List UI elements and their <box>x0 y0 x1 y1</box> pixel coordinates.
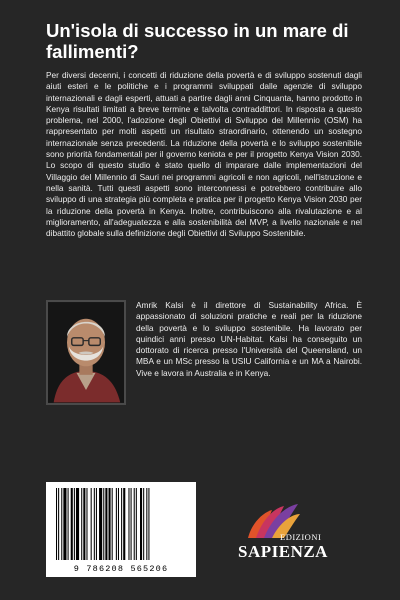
barcode-bar <box>81 488 82 560</box>
publisher-name-small: EDIZIONI <box>280 532 322 542</box>
barcode-bars <box>54 488 188 560</box>
author-portrait-icon <box>48 302 124 403</box>
publisher-logo <box>236 500 332 570</box>
barcode-bar <box>140 488 142 560</box>
barcode-bar <box>68 488 69 560</box>
barcode-bar <box>56 488 57 560</box>
barcode-bar <box>94 488 95 560</box>
barcode-bar <box>86 488 87 560</box>
barcode-bar <box>131 488 132 560</box>
barcode-bar <box>96 488 97 560</box>
barcode-bar <box>83 488 85 560</box>
barcode-bar <box>116 488 117 560</box>
barcode-bar <box>91 488 92 560</box>
barcode-bar <box>146 488 147 560</box>
barcode-bar <box>136 488 137 560</box>
barcode-bar <box>109 488 111 560</box>
barcode-bar <box>105 488 107 560</box>
isbn-barcode <box>46 482 196 577</box>
publisher-name-big: SAPIENZA <box>238 542 328 561</box>
barcode-bar <box>99 488 102 560</box>
barcode-bar <box>128 488 129 560</box>
book-title: Un'isola di successo in un mare di fallimenti? <box>46 20 349 62</box>
barcode-bar <box>76 488 79 560</box>
author-bio: Amrik Kalsi è il direttore di Sustainability Africa. È appassionato di soluzioni pratiche e reali per la riduzione della povertà e lo sviluppo sostenibile. Ha lavorato per quindici anni presso UN-Habitat. Kalsi ha conseguito un dottorato di ricerca presso l'Università del Queensland, un MBA e un MSc presso la USIU California e un MA a Nairobi. Vive e lavora in Australia e in Kenya. <box>136 300 362 378</box>
barcode-bar <box>121 488 122 560</box>
isbn-digits: 9 786208 565206 <box>73 564 169 574</box>
barcode-bar <box>71 488 73 560</box>
barcode-bar <box>143 488 144 560</box>
barcode-bar <box>58 488 59 560</box>
barcode-bar <box>63 488 66 560</box>
barcode-bar <box>123 488 125 560</box>
barcode-bar <box>74 488 75 560</box>
barcode-bar <box>148 488 149 560</box>
barcode-bar <box>118 488 119 560</box>
book-description: Per diversi decenni, i concetti di riduzione della povertà e di sviluppo sostenuti dagli aiuti esteri e le politiche e i programmi sviluppati dalle agenzie di sviluppo internazionali e dagli esperti, attuati a partire dagli anni Cinquanta, hanno prodotto in Kenya risultati limitati a breve termine e talvolta contraddittori. In risposta a questo problema, nel 2000, l'adozione degli Obiettivi di Sviluppo del Millennio (OSM) ha rappresentato per molti aspetti un risultato straordinario, ottenendo un sostegno internazionale senza precedenti. La riduzione della povertà e lo sviluppo sostenibile sono priorità fondamentali per il governo keniota e per il progetto Kenya Vision 2030. Lo scopo di questo studio è stato quello di imparare dalle implementazioni del Villaggio del Millennio di Sauri nei programmi agricoli e non agricoli, nell'istruzione e nella sanità. Tutti questi aspetti sono interconnessi e potrebbero contribuire allo sviluppo di una strategia più completa e pratica per il progetto Kenya Vision 2030 per la riduzione della povertà in Kenya. Inoltre, contribuiscono alla rivalutazione e al miglioramento, all'adeguatezza e alla sostenibilità del MVP, a livello nazionale e nel dibattito globale sulla definizione degli Obiettivi di Sviluppo Sostenibile. <box>46 70 362 239</box>
barcode-bar <box>61 488 62 560</box>
barcode-bar <box>134 488 135 560</box>
author-photo <box>46 300 126 405</box>
barcode-bar <box>103 488 104 560</box>
barcode-bar <box>112 488 113 560</box>
